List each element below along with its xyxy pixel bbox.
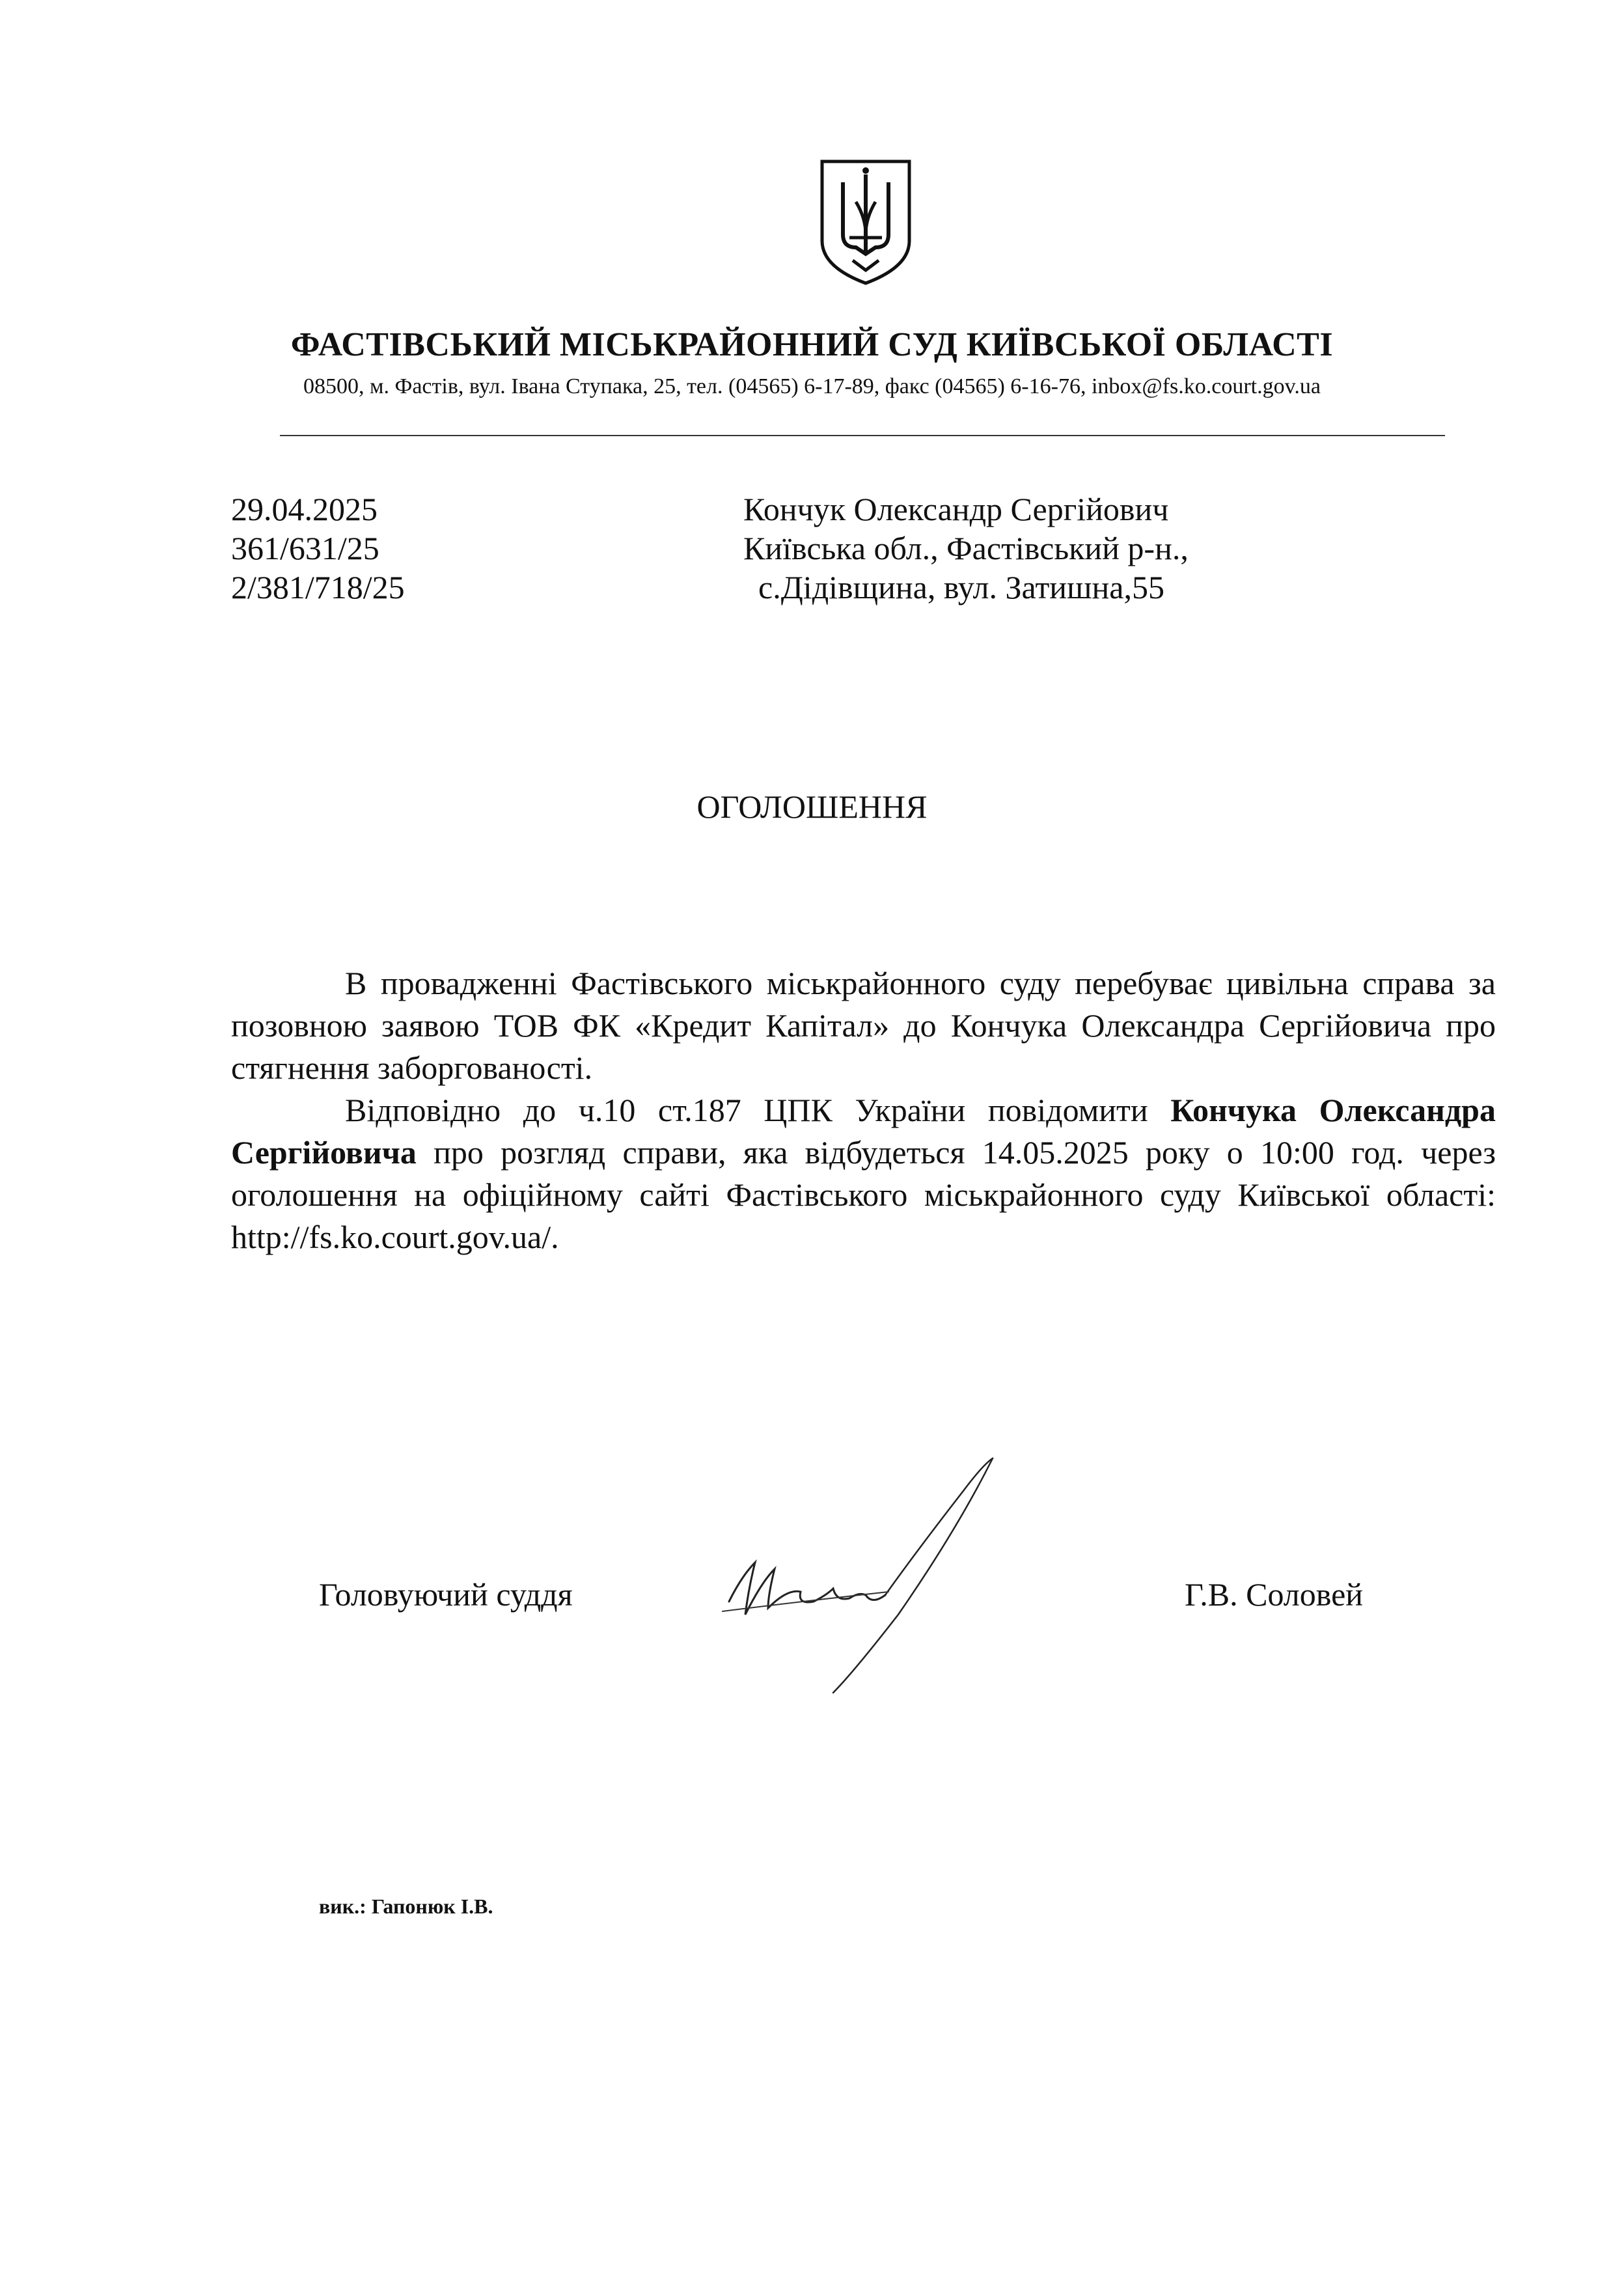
judge-name: Г.В. Соловей [1185, 1576, 1364, 1613]
judge-title: Головуючий суддя [319, 1576, 573, 1613]
recipient-address-line1: Київська обл., Фастівський р-н., [743, 530, 1189, 566]
defendant-name-bold: Кончука Олександра Сергійовича [231, 1092, 1496, 1171]
executor-note: вик.: Гапонюк І.В. [319, 1895, 493, 1918]
document-date: 29.04.2025 [231, 491, 378, 527]
paragraph-1: В провадженні Фастівського міськрайонного суду перебуває цивільна справа за позовною заявою ТОВ ФК «Кредит Капітал» до Кончука Олександра Сергійовича про стягнення заборгованості. [231, 965, 1496, 1086]
coat-of-arms-icon [817, 156, 915, 286]
header-divider [280, 435, 1445, 436]
court-address: 08500, м. Фастів, вул. Івана Ступака, 25, тел. (04565) 6-17-89, факс (04565) 6-16-76, inbox@fs.ko.court.gov.ua [303, 374, 1321, 398]
handwritten-signature [703, 1452, 1054, 1699]
paragraph-2-intro: Відповідно до ч.10 ст.187 ЦПК України повідомити [345, 1092, 1171, 1128]
court-name: ФАСТІВСЬКИЙ МІСЬКРАЙОННИЙ СУД КИЇВСЬКОЇ ОБЛАСТІ [290, 326, 1334, 363]
outgoing-number: 361/631/25 [231, 530, 379, 566]
paragraph-2 [231, 1089, 1496, 1258]
recipient-address-line2: с.Дідівщина, вул. Затишна,55 [758, 569, 1164, 605]
case-number: 2/381/718/25 [231, 569, 405, 605]
document-title: ОГОЛОШЕННЯ [696, 788, 928, 825]
announcement-body [231, 962, 1496, 1258]
paragraph-2-rest: про розгляд справи, яка відбудеться 14.05.2025 року о 10:00 год. через оголошення на офіційному сайті Фастівського міськрайонного суду Київської області: http://fs.ko.court.gov.ua/. [231, 1134, 1496, 1255]
recipient-name: Кончук Олександр Сергійович [743, 491, 1169, 527]
